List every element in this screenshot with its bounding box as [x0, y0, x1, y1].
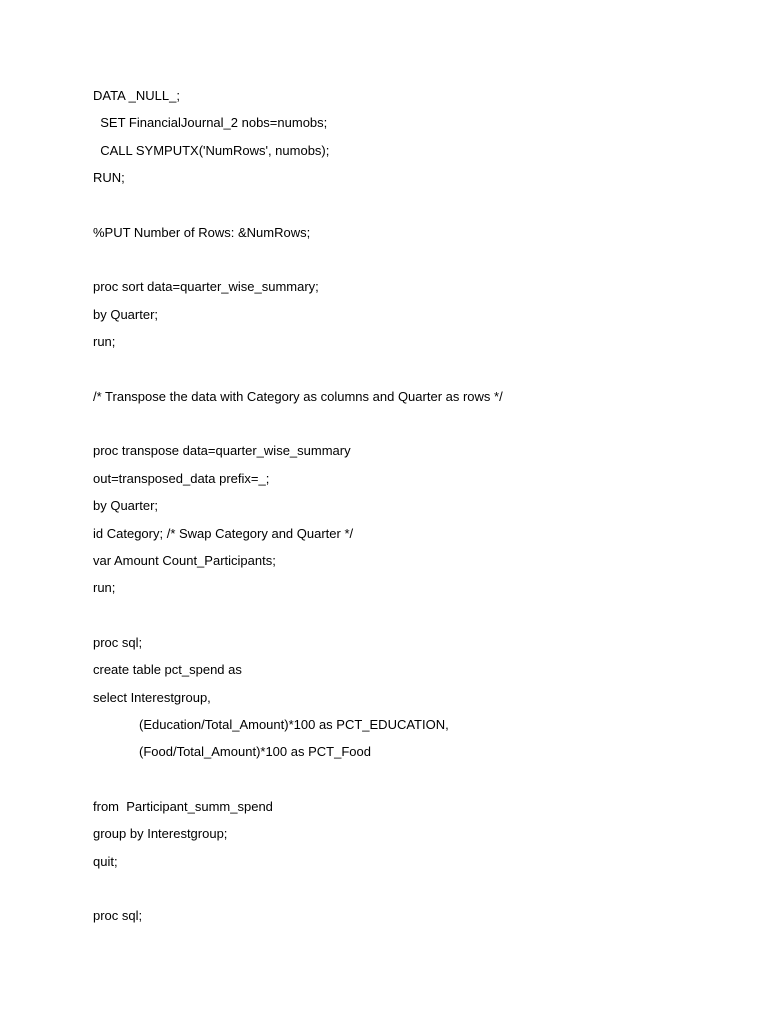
code-line: from Participant_summ_spend [93, 798, 273, 814]
code-line: quit; [93, 853, 118, 869]
blank-line [93, 193, 713, 220]
code-line: proc sql; [93, 634, 143, 650]
blank-line [93, 768, 713, 795]
code-line: by Quarter; [93, 306, 159, 322]
code-line: var Amount Count_Participants; [93, 552, 276, 568]
code-line: (Food/Total_Amount)*100 as PCT_Food [139, 744, 371, 760]
blank-line [93, 248, 713, 275]
code-line: run; [93, 334, 116, 350]
code-line: by Quarter; [93, 498, 159, 514]
blank-line [93, 357, 713, 384]
code-line: id Category; /* Swap Category and Quarter */ [93, 525, 354, 541]
code-line: create table pct_spend as [93, 662, 242, 678]
code-line: proc sql; [93, 908, 143, 924]
code-line: (Education/Total_Amount)*100 as PCT_EDUCATION, [139, 716, 449, 732]
blank-line [93, 877, 713, 904]
code-line: /* Transpose the data with Category as columns and Quarter as rows */ [93, 388, 503, 404]
code-line: RUN; [93, 170, 125, 186]
code-line: %PUT Number of Rows: &NumRows; [93, 224, 311, 240]
blank-line [93, 604, 713, 631]
code-listing [93, 84, 713, 932]
code-line: select Interestgroup, [93, 689, 211, 705]
code-line: proc sort data=quarter_wise_summary; [93, 279, 319, 295]
code-line: SET FinancialJournal_2 nobs=numobs; [93, 115, 328, 131]
code-line: proc transpose data=quarter_wise_summary [93, 443, 351, 459]
code-line: DATA _NULL_; [93, 88, 180, 103]
code-line: out=transposed_data prefix=_; [93, 470, 270, 486]
code-line: group by Interestgroup; [93, 826, 228, 842]
code-line: CALL SYMPUTX('NumRows', numobs); [93, 142, 330, 158]
blank-line [93, 412, 713, 439]
code-line: run; [93, 580, 116, 596]
